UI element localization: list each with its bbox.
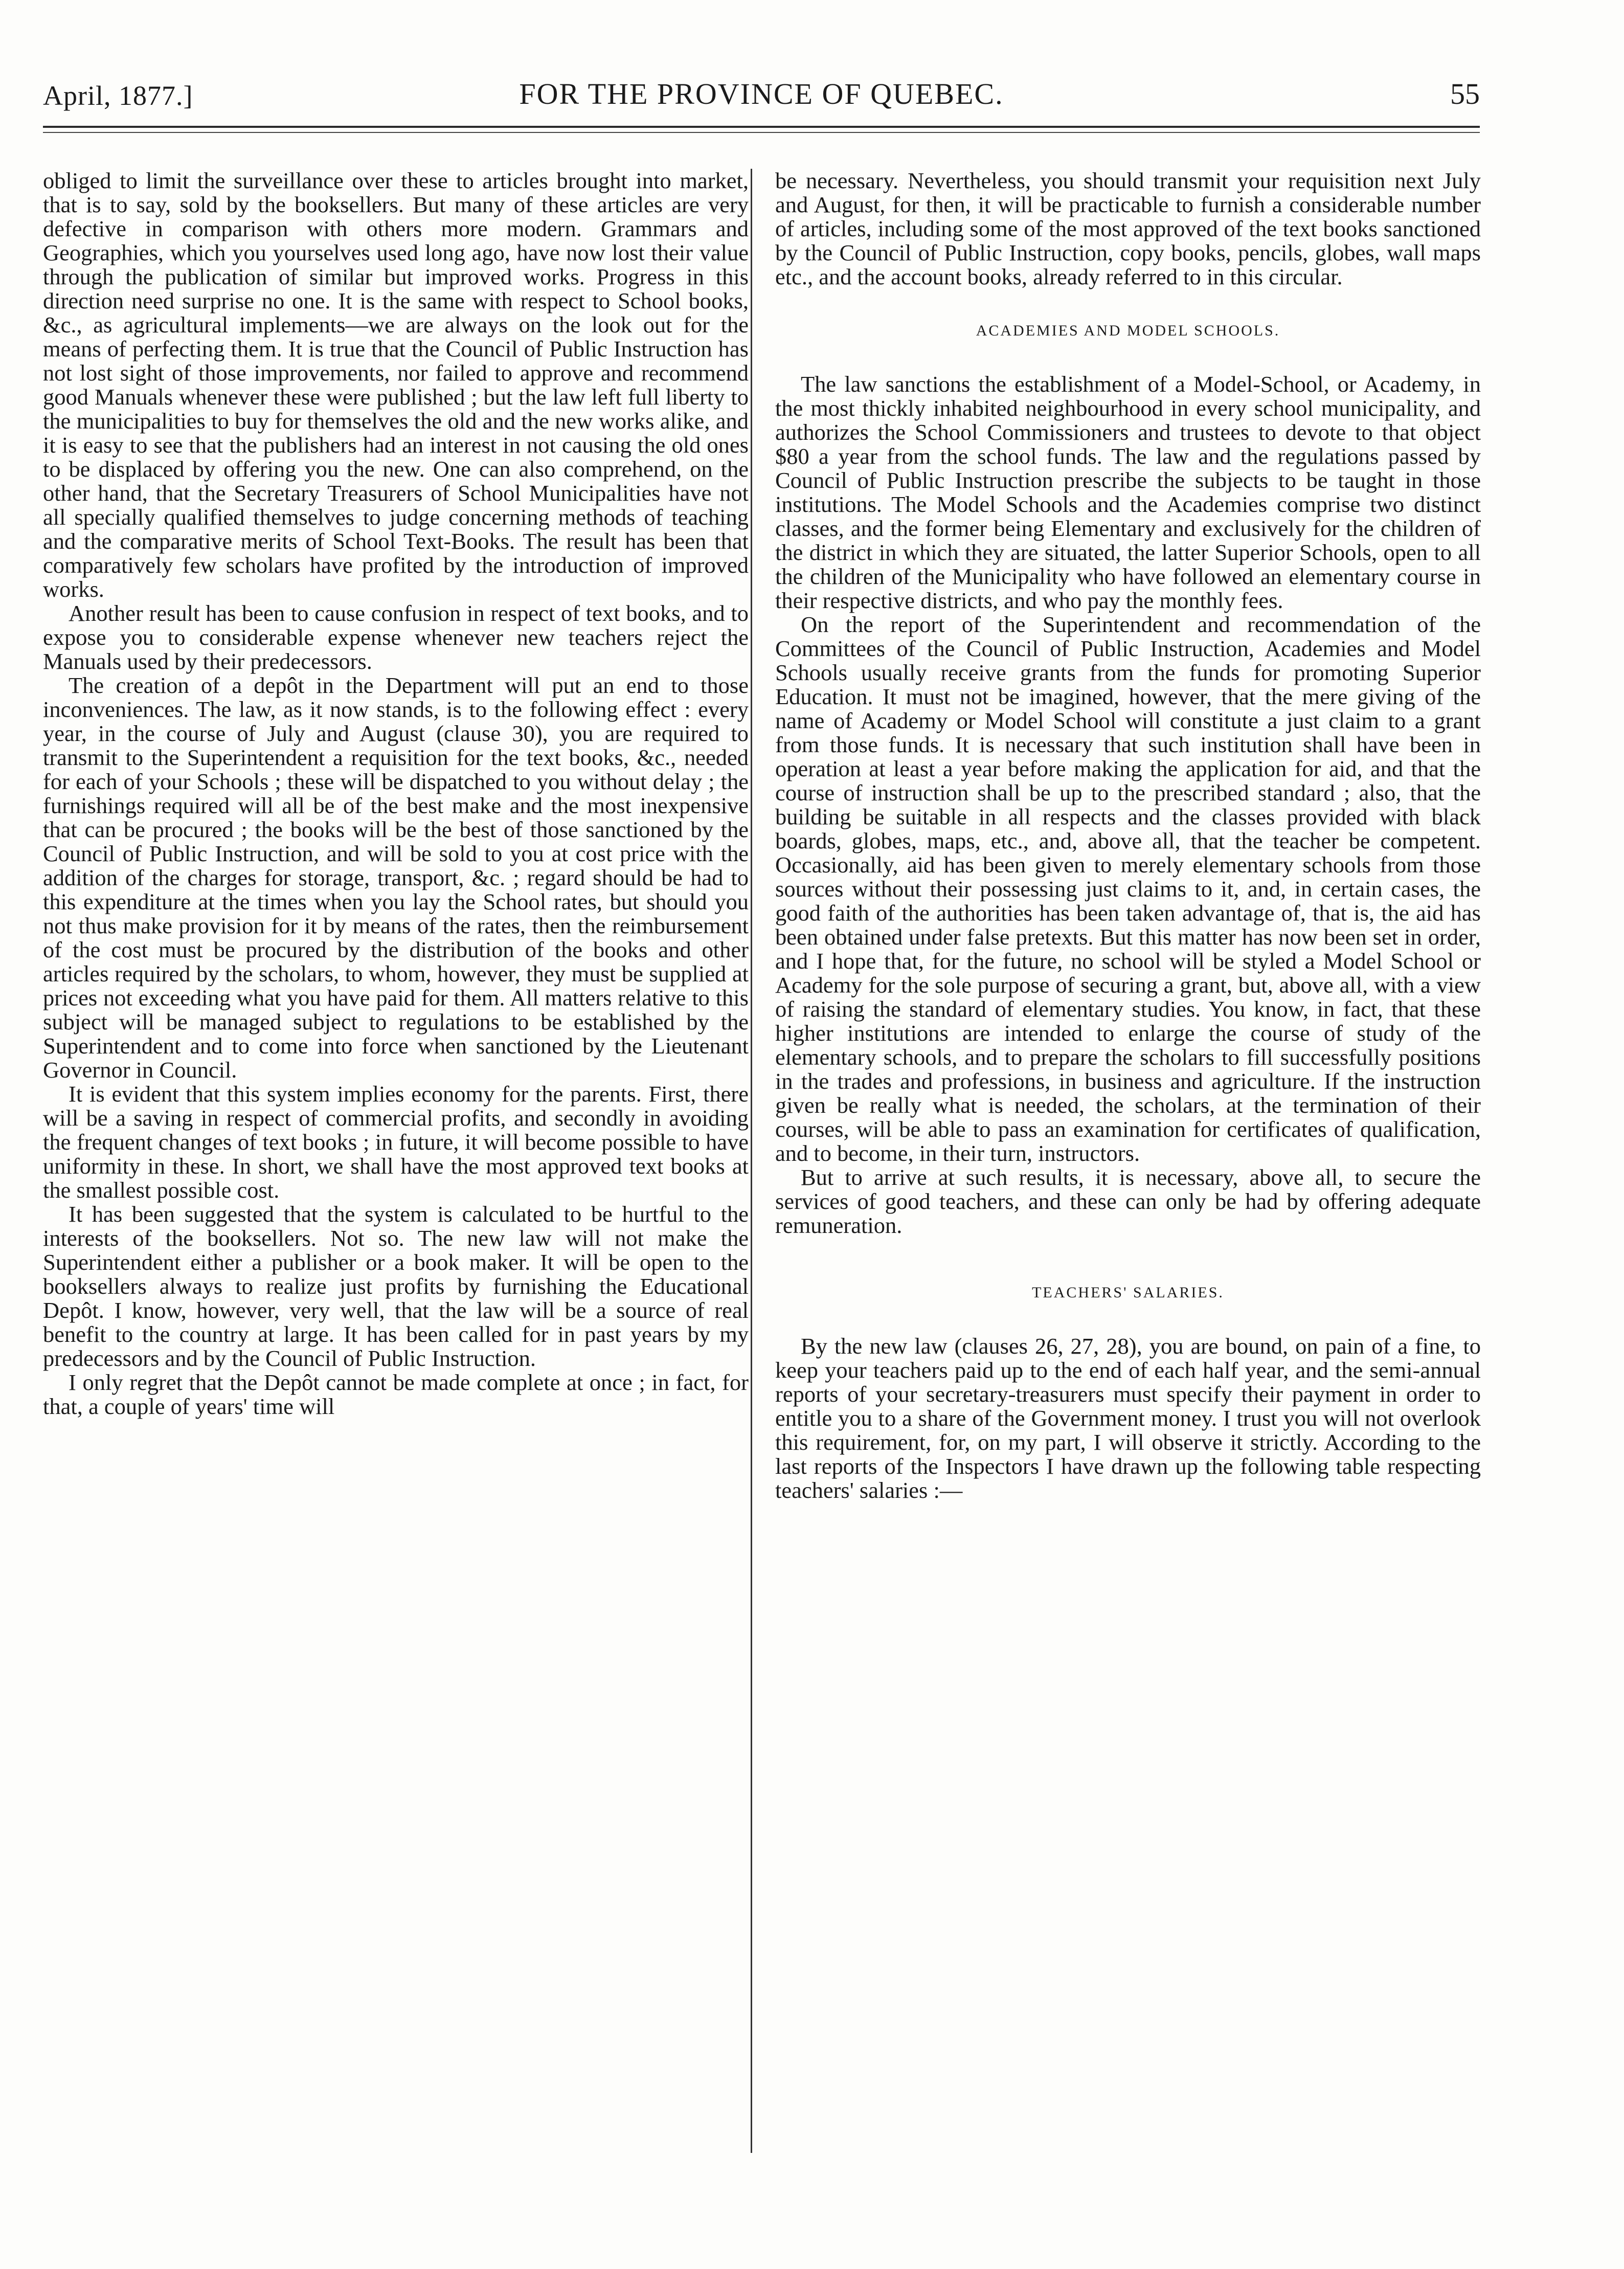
right-column: [775, 169, 1481, 1502]
page-number: 55: [1450, 77, 1480, 110]
body-paragraph: I only regret that the Depôt cannot be made complete at once ; in fact, for that, a couple of years' time will: [43, 1369, 749, 1419]
body-paragraph: obliged to limit the surveillance over these to articles brought into market, that is to say, sold by the booksellers. But many of these articles are very defective in comparison with others more modern. Grammars and Geographies, which you yourselves used long ago, have now lost their value through the publication of similar but improved works. Progress in this direction need surprise no one. It is the same with respect to School books, &c., as agricultural implements—we are always on the look out for the means of perfecting them. It is true that the Council of Public Instruction has not lost sight of those improvements, nor failed to approve and recommend good Manuals whenever these were published ; but the law left full liberty to the municipalities to buy for themselves the old and the new works alike, and it is easy to see that the publishers had an interest in not causing the old ones to be displaced by offering you the new. One can also comprehend, on the other hand, that the Secretary Treasurers of School Municipalities have not all specially qualified themselves to judge concerning methods of teaching and the comparative merits of School Text-Books. The result has been that comparatively few scholars have profited by the introduction of improved works.: [43, 168, 749, 602]
body-paragraph: It has been suggested that the system is calculated to be hurtful to the interests of the booksellers. Not so. The new law will not make the Superintendent either a publisher or a book maker. It will be open to the booksellers always to realize just profits by furnishing the Educational Depôt. I know, however, very well, that the law will be a source of real benefit to the country at large. It has been called for in past years by my predecessors and by the Council of Public Instruction.: [43, 1201, 749, 1371]
body-paragraph: The law sanctions the establishment of a Model-School, or Academy, in the most thickly inhabited neighbourhood in every school municipality, and authorizes the School Commissioners and trustees to devote to that object $80 a year from the school funds. The law and the regulations passed by Council of Public Instruction prescribe the subjects to be taught in those institutions. The Model Schools and the Academies comprise two distinct classes, and the former being Elementary and exclusively for the children of the district in which they are situated, the latter Superior Schools, open to all the children of the Municipality who have followed an elementary course in their respective districts, and who pay the monthly fees.: [775, 371, 1481, 613]
body-paragraph: be necessary. Nevertheless, you should transmit your requisition next July and August, for then, it will be practicable to furnish a considerable number of articles, including some of the most approved of the text books sanctioned by the Council of Public Instruction, copy books, pencils, globes, wall maps etc., and the account books, already referred to in this circular.: [775, 168, 1481, 289]
running-header: [43, 77, 1480, 118]
body-paragraph: On the report of the Superintendent and recommendation of the Committees of the Council of Public Instruction, Academies and Model Schools usually receive grants from the funds for promoting Superior Education. It must not be imagined, however, that the mere giving of the name of Academy or Model School will constitute a just claim to a grant from those funds. It is necessary that such institution shall have been in operation at least a year before making the application for aid, and that the course of instruction shall be up to the prescribed standard ; also, that the building be suitable in all respects and the classes provided with black boards, globes, maps, etc., and, above all, that the teacher be competent. Occasionally, aid has been given to merely elementary schools from those sources without their possessing just claims to it, and, in certain cases, the good faith of the authorities has been taken advantage of, that is, the aid has been obtained under false pretexts. But this matter has now been set in order, and I hope that, for the future, no school will be styled a Model School or Academy for the sole purpose of securing a grant, but, above all, with a view of raising the standard of elementary studies. You know, in fact, that these higher institutions are intended to enlarge the course of study of the elementary schools, and to prepare the scholars to fill successfully positions in the trades and professions, in business and agriculture. If the instruction given be really what is needed, the scholars, at the termination of their courses, will be able to pass an examination for certificates of qualification, and to become, in their turn, instructors.: [775, 612, 1481, 1166]
body-paragraph: The creation of a depôt in the Department will put an end to those inconveniences. The law, as it now stands, is to the following effect : every year, in the course of July and August (clause 30), you are required to transmit to the Superintendent a requisition for the text books, &c., needed for each of your Schools ; these will be dispatched to you without delay ; the furnishings required will all be of the best make and the most inexpensive that can be procured ; the books will be the best of those sanctioned by the Council of Public Instruction, and will be sold to you at cost price with the addition of the charges for storage, transport, &c. ; regard should be had to this expenditure at the times when you lay the School rates, but should you not thus make provision for it by means of the rates, then the reimbursement of the cost must be procured by the distribution of the books and other articles required by the scholars, to whom, however, they must be supplied at prices not exceeding what you have paid for them. All matters relative to this subject will be managed subject to regulations to be established by the Superintendent and to come into force when sanctioned by the Lieutenant Governor in Council.: [43, 672, 749, 1083]
header-rule: [43, 126, 1480, 128]
header-title: FOR THE PROVINCE OF QUEBEC.: [519, 77, 1004, 110]
body-paragraph: But to arrive at such results, it is necessary, above all, to secure the services of good teachers, and these can only be had by offering adequate remuneration.: [775, 1164, 1481, 1238]
body-paragraph: Another result has been to cause confusion in respect of text books, and to expose you to considerable expense whenever new teachers reject the Manuals used by their predecessors.: [43, 600, 749, 674]
left-column: [43, 169, 749, 1419]
section-heading-salaries: TEACHERS' SALARIES.: [1032, 1284, 1224, 1301]
header-rule-thin: [43, 132, 1480, 133]
column-divider: [751, 169, 752, 2153]
body-paragraph: It is evident that this system implies economy for the parents. First, there will be a saving in respect of commercial profits, and secondly in avoiding the frequent changes of text books ; in future, it will become possible to have uniformity in these. In short, we shall have the most approved text books at the smallest possible cost.: [43, 1081, 749, 1203]
header-date: April, 1877.]: [43, 80, 193, 111]
section-heading-academies: ACADEMIES AND MODEL SCHOOLS.: [976, 322, 1280, 339]
body-paragraph: By the new law (clauses 26, 27, 28), you are bound, on pain of a fine, to keep your teachers paid up to the end of each half year, and the semi-annual reports of your secretary-treasurers must specify their payment in order to entitle you to a share of the Government money. I trust you will not overlook this requirement, for, on my part, I will observe it strictly. According to the last reports of the Inspectors I have drawn up the following table respecting teachers' salaries :—: [775, 1333, 1481, 1503]
